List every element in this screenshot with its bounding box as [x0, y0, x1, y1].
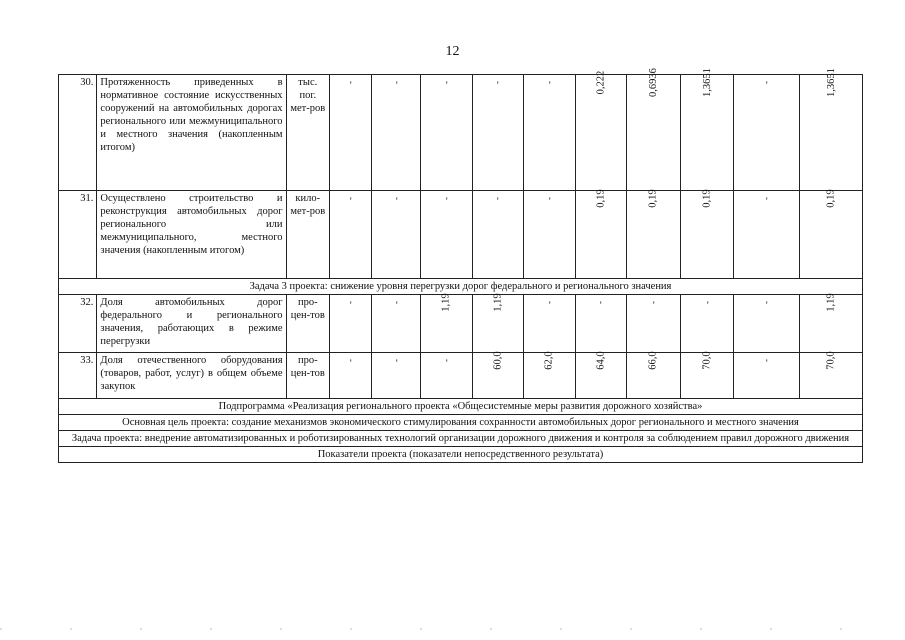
value-cell: - — [421, 191, 473, 279]
indicators-table — [58, 68, 863, 463]
value-cell: 62,0 — [524, 353, 576, 399]
value-cell: - — [524, 191, 576, 279]
task-heading: Задача проекта: внедрение автоматизированных и роботизированных технологий организации дорожного движения и контроля за соблюдением правил дорожного движения — [59, 431, 863, 447]
unit-cell: про-цен-тов — [286, 353, 329, 399]
value-cell: - — [734, 75, 800, 191]
value-cell: 66,0 — [627, 353, 681, 399]
value-cell: - — [421, 75, 473, 191]
value-cell: - — [372, 295, 421, 353]
value-cell: 1,3651 — [800, 75, 863, 191]
value-cell: - — [330, 295, 372, 353]
value-cell: 0,19 — [800, 191, 863, 279]
indicator-name: Осуществлено строительство и реконструкция автомобильных дорог регионального или межмуниципального, местного значения (накопленным итогом) — [97, 191, 286, 279]
value-cell: 60,0 — [472, 353, 524, 399]
main-goal-heading: Основная цель проекта: создание механизмов экономического стимулирования сохранности автомобильных дорог регионального и местного значения — [59, 415, 863, 431]
row-number: 30. — [59, 75, 97, 191]
value-cell: 1,3651 — [680, 75, 734, 191]
value-cell: - — [330, 191, 372, 279]
value-cell: - — [330, 353, 372, 399]
value-cell: - — [680, 295, 734, 353]
value-cell: - — [330, 75, 372, 191]
scan-artifact-line — [0, 628, 905, 630]
subprogram-heading: Подпрограмма «Реализация регионального проекта «Общесистемные меры развития дорожного хозяйства» — [59, 399, 863, 415]
section-row — [59, 279, 863, 295]
value-cell: 70,0 — [800, 353, 863, 399]
value-cell: 64,0 — [575, 353, 627, 399]
value-cell: - — [372, 75, 421, 191]
table-row — [59, 295, 863, 353]
row-number: 33. — [59, 353, 97, 399]
table-row — [59, 353, 863, 399]
section-row — [59, 415, 863, 431]
value-cell: - — [421, 353, 473, 399]
indicator-name: Доля автомобильных дорог федерального и регионального значения, работающих в режиме перегрузки — [97, 295, 286, 353]
value-cell: 1,19 — [472, 295, 524, 353]
unit-cell: про-цен-тов — [286, 295, 329, 353]
value-cell: 0,222 — [575, 75, 627, 191]
value-cell: - — [472, 75, 524, 191]
value-cell: - — [734, 191, 800, 279]
value-cell: 70,0 — [680, 353, 734, 399]
value-cell: - — [734, 353, 800, 399]
value-cell: 1,19 — [800, 295, 863, 353]
value-cell: - — [472, 191, 524, 279]
value-cell: 0,19 — [680, 191, 734, 279]
unit-cell: тыс. пог. мет-ров — [286, 75, 329, 191]
row-number: 32. — [59, 295, 97, 353]
value-cell: 0,19 — [575, 191, 627, 279]
value-cell: 0,6936 — [627, 75, 681, 191]
page-number: 12 — [445, 44, 460, 59]
value-cell: - — [372, 191, 421, 279]
section-row — [59, 447, 863, 463]
row-number: 31. — [59, 191, 97, 279]
unit-cell: кило-мет-ров — [286, 191, 329, 279]
value-cell: - — [372, 353, 421, 399]
table-row — [59, 191, 863, 279]
value-cell: - — [734, 295, 800, 353]
value-cell: 1,19 — [421, 295, 473, 353]
value-cell: - — [524, 75, 576, 191]
value-cell: - — [627, 295, 681, 353]
value-cell: - — [524, 295, 576, 353]
indicators-heading: Показатели проекта (показатели непосредственного результата) — [59, 447, 863, 463]
value-cell: 0,19 — [627, 191, 681, 279]
value-cell: - — [575, 295, 627, 353]
indicator-name: Доля отечественного оборудования (товаров, работ, услуг) в общем объеме закупок — [97, 353, 286, 399]
section-row — [59, 431, 863, 447]
table-row — [59, 75, 863, 191]
task-3-heading: Задача 3 проекта: снижение уровня перегрузки дорог федерального и регионального значения — [59, 279, 863, 295]
section-row — [59, 399, 863, 415]
indicator-name: Протяженность приведенных в нормативное состояние искусственных сооружений на автомобильных дорогах регионального или межмуниципального и местного значения (накопленным итогом) — [97, 75, 286, 191]
